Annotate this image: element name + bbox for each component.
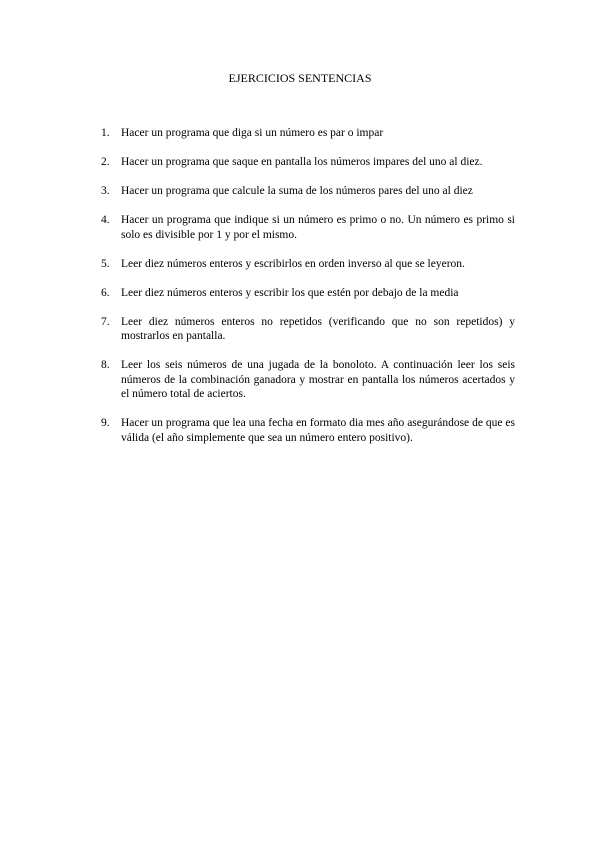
list-item: [101, 184, 515, 199]
item-number: 8.: [101, 359, 110, 371]
item-text: Leer diez números enteros y escribirlos en orden inverso al que se leyeron.: [121, 257, 465, 270]
exercise-list: [101, 126, 515, 460]
item-text: Leer diez números enteros y escribir los que estén por debajo de la media: [121, 286, 459, 299]
item-text: Hacer un programa que indique si un número es primo o no. Un número es primo si solo es divisible por 1 y por el mismo.: [121, 214, 515, 241]
list-item: [101, 126, 515, 141]
item-text: Hacer un programa que diga si un número es par o impar: [121, 127, 384, 139]
list-item: [101, 257, 515, 272]
item-number: 7.: [101, 315, 110, 328]
list-item: [101, 315, 515, 344]
item-number: 6.: [101, 286, 110, 299]
document-title: EJERCICIOS SENTENCIAS: [228, 71, 372, 85]
list-item: [101, 155, 515, 170]
list-item: [101, 213, 515, 242]
item-number: 2.: [101, 156, 110, 168]
list-item: [101, 416, 515, 445]
item-number: 1.: [101, 127, 110, 139]
item-text: Hacer un programa que lea una fecha en formato dia mes año asegurándose de que es válida (el año simplemente que sea un número entero positivo).: [121, 417, 515, 444]
item-number: 3.: [101, 185, 110, 197]
list-item: [101, 286, 515, 301]
list-item: [101, 358, 515, 402]
item-text: Leer los seis números de una jugada de la bonoloto. A continuación leer los seis números de la combinación ganadora y mostrar en pantalla los números acertados y el número total de aciertos.: [121, 359, 515, 400]
item-text: Hacer un programa que calcule la suma de los números pares del uno al diez: [121, 185, 473, 197]
item-number: 9.: [101, 417, 110, 429]
item-number: 5.: [101, 257, 110, 270]
item-text: Leer diez números enteros no repetidos (verificando que no son repetidos) y mostrarlos en pantalla.: [121, 315, 515, 342]
item-text: Hacer un programa que saque en pantalla los números impares del uno al diez.: [121, 156, 483, 168]
item-number: 4.: [101, 214, 110, 226]
